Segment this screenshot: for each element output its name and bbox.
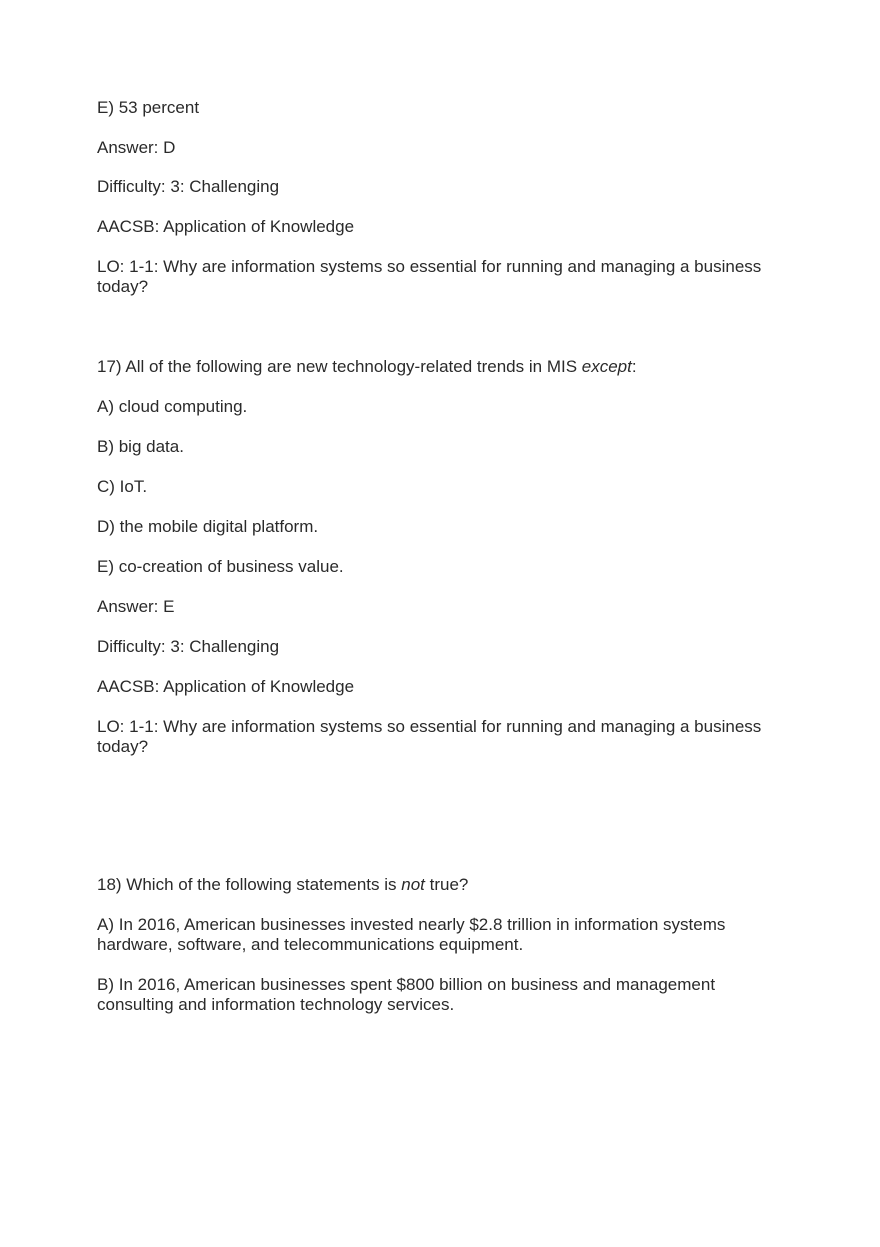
q18-option-b: B) In 2016, American businesses spent $800 billion on business and management consulting and information technology services.: [97, 975, 716, 1014]
q17-answer: Answer: E: [97, 597, 175, 616]
q16-answer: Answer: D: [97, 138, 176, 157]
q16-learning-objective: LO: 1-1: Why are information systems so essential for running and managing a business today?: [97, 257, 762, 296]
q16-option-e: E) 53 percent: [97, 98, 200, 117]
q17-stem-end: :: [631, 357, 637, 376]
q17-stem: [97, 357, 787, 377]
q17-aacsb: AACSB: Application of Knowledge: [97, 677, 355, 696]
q17-learning-objective: LO: 1-1: Why are information systems so essential for running and managing a business today?: [97, 717, 762, 756]
q17-option-a: A) cloud computing.: [97, 397, 248, 416]
q16-aacsb: AACSB: Application of Knowledge: [97, 217, 355, 236]
q17-option-b: B) big data.: [97, 437, 184, 456]
q17-option-d: D) the mobile digital platform.: [97, 517, 319, 536]
q18-stem-emphasis: not: [401, 875, 425, 894]
q18-option-a: A) In 2016, American businesses invested nearly $2.8 trillion in information systems hardware, software, and telecommunications equipment.: [97, 915, 726, 954]
q17-option-e: E) co-creation of business value.: [97, 557, 344, 576]
q18-stem-text: 18) Which of the following statements is: [97, 875, 402, 894]
q17-difficulty: Difficulty: 3: Challenging: [97, 637, 280, 656]
q17-stem-emphasis: except: [581, 357, 632, 376]
q16-difficulty: Difficulty: 3: Challenging: [97, 177, 280, 196]
q17-option-c: C) IoT.: [97, 477, 148, 496]
q18-stem-end: true?: [424, 875, 469, 894]
q17-stem-text: 17) All of the following are new technology-related trends in MIS: [97, 357, 582, 376]
q18-stem: [97, 875, 787, 895]
